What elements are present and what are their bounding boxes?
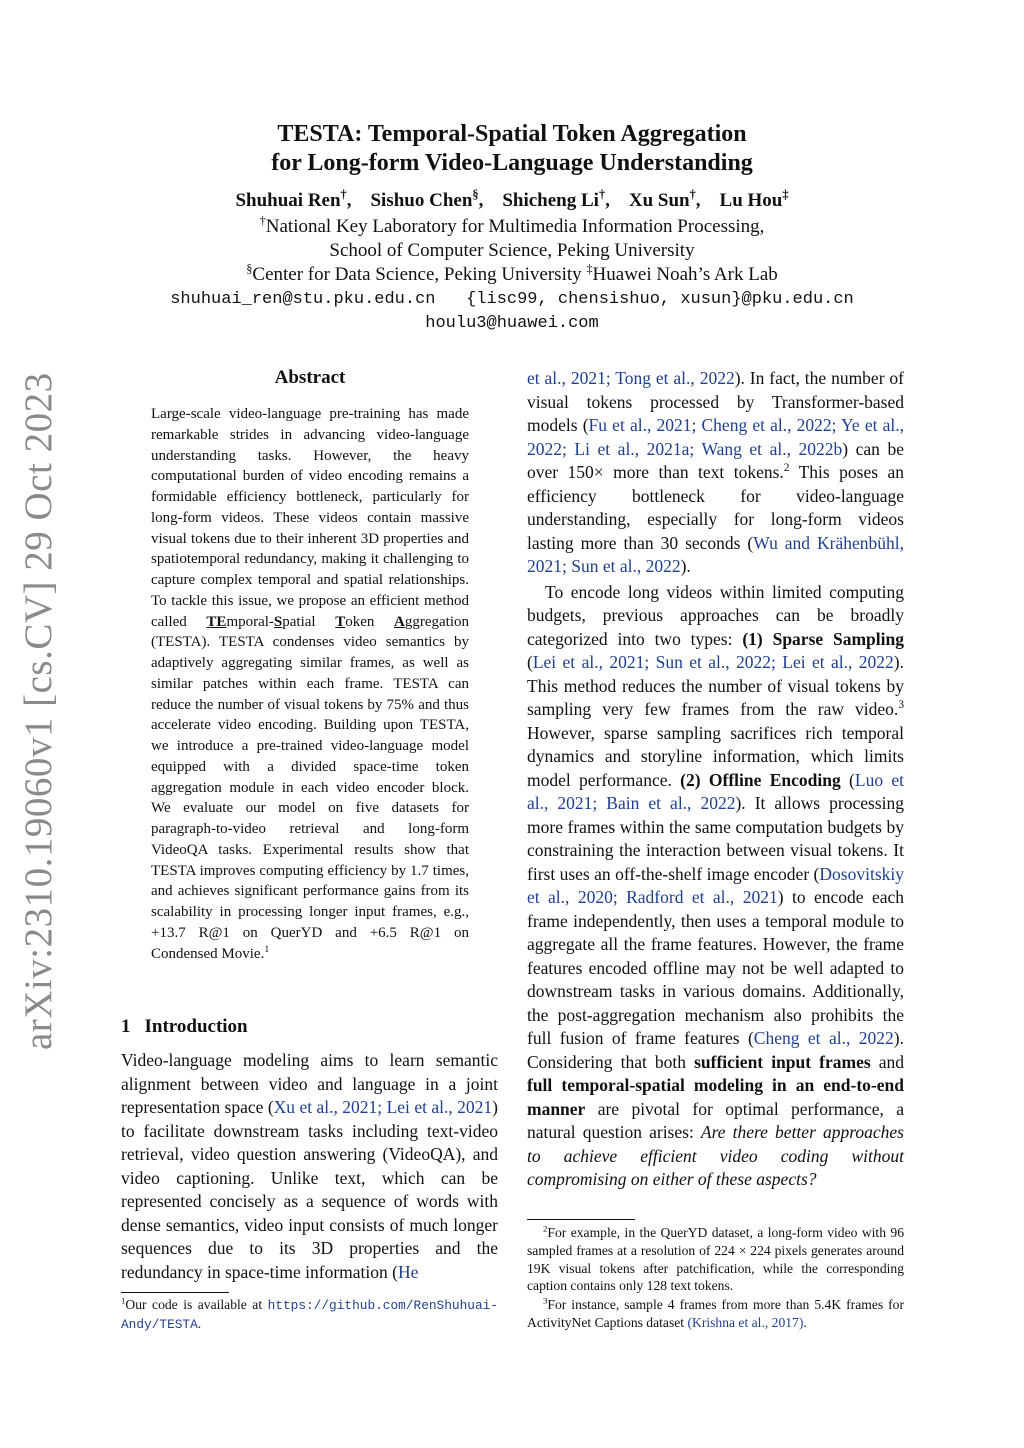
author-1: Shuhuai Ren†, [235,187,352,211]
introduction-paragraph: Video-language modeling aims to learn semantic alignment between video and language in a joint representation space (Xu et al., 2021; Lei et al., 2021) to facilitate downstream tasks including text-video retrieval, video question answering (VideoQA), and video captioning. Unlike text, which can be represented concisely as a sequence of words with dense semantics, video input consists of much longer sequences due to its 3D properties and the redundancy in space-time information (He [121,1050,498,1282]
author-2: Sishuo Chen§, [370,187,484,211]
footnote-rule-right [527,1219,635,1220]
section-heading: 1 Introduction [121,1016,248,1037]
footnote-1: $^1$Our code is available at https://github.com/RenShuhuai-Andy/TESTA. [121,1295,498,1332]
footnote-2: $^2$For example, in the QuerYD dataset, a long-form video with 96 sampled frames at a resolution of 224 × 224 pixels generates around 19K visual tokens after patchification, while the corresponding caption contains only 128 text tokens. [527,1223,904,1294]
paragraph-continued: et al., 2021; Tong et al., 2022). In fact, the number of visual tokens processed by Transformer-based models (Fu et al., 2021; Cheng et al., 2022; Ye et al., 2022; Li et al., 2021a; Wang et al., 2022b) can be over 150× more than text tokens.$^2$ This poses an efficiency bottleneck for video-language understanding, especially for long-form videos lasting more than 30 seconds (Wu and Krähenbühl, 2021; Sun et al., 2022). [527,368,905,576]
author-list [0,187,1024,212]
footnote-3: $^3$For instance, sample 4 frames from more than 5.4K frames for ActivityNet Captions dataset (Krishna et al., 2017). [527,1295,904,1330]
paragraph-approaches: To encode long videos within limited computing budgets, previous approaches can be broadly categorized into two types: (1) Sparse Sampling (Lei et al., 2021; Sun et al., 2022; Lei et al., 2022). This method reduces the number of visual tokens by sampling very few frames from the raw video.$^3$ However, sparse sampling sacrifices rich temporal dynamics and storyline information, which limits model performance. (2) Offline Encoding (Luo et al., 2021; Bain et al., 2022). It allows processing more frames within the same computation budgets by constraining the interaction between visual tokens. It first uses an off-the-shelf image encoder (Dosovitskiy et al., 2020; Radford et al., 2021) to encode each frame independently, then uses a temporal module to aggregate all the frame features. However, the frame features encoded offline may not be well adapted to downstream tasks in various domains. Additionally, the post-aggregation mechanism also prohibits the full fusion of frame features (Cheng et al., 2022). Considering that both sufficient input frames and full temporal-spatial modeling in an end-to-end manner are pivotal for optimal performance, a natural question arises: Are there better approaches to achieve efficient video coding without compromising on either of these aspects? [527,581,905,1189]
affiliation-line-2: School of Computer Science, Peking University [329,240,695,261]
email-line-2: houlu3@huawei.com [425,314,599,333]
title-line-2: for Long-form Video-Language Understanding [271,150,753,176]
code-link[interactable]: https://github.com/RenShuhuai-Andy/TESTA [121,1298,498,1332]
abstract-body: Large-scale video-language pre-training has made remarkable strides in advancing video-language understanding tasks. However, the heavy computational burden of video encoding remains a formidable efficiency bottleneck, particularly for long-form videos. These videos contain massive visual tokens due to their inherent 3D properties and spatiotemporal redundancy, making it challenging to capture complex temporal and spatial relationships. To tackle this issue, we propose an efficient method called TEmporal-Spatial Token Aggregation (TESTA). TESTA condenses video semantics by adaptively aggregating similar frames, as well as similar patches within each frame. TESTA can reduce the number of visual tokens by 75% and thus accelerate video encoding. Building upon TESTA, we introduce a pre-trained video-language model equipped with a divided space-time token aggregation module in each video encoder block. We evaluate our model on five datasets for paragraph-to-video retrieval and long-form VideoQA tasks. Experimental results show that TESTA improves computing efficiency by 1.7 times, and achieves significant performance gains from its scalability in processing longer input frames, e.g., +13.7 R@1 on QuerYD and +6.5 R@1 on Condensed Movie.$^1$ [151,406,469,962]
title-line-1: TESTA: Temporal-Spatial Token Aggregation [277,121,747,147]
author-3: Shicheng Li†, [502,187,610,211]
footnote-rule-left [121,1292,229,1293]
abstract-heading: Abstract [274,367,346,388]
affiliation-line-3: §Center for Data Science, Peking University ‡Huawei Noah’s Ark Lab [246,261,778,285]
email-line-1: shuhuai_ren@stu.pku.edu.cn {lisc99, chensishuo, xusun}@pku.edu.cn [170,290,854,309]
author-5: Lu Hou‡ [719,187,789,211]
paper-title [0,120,1024,178]
affiliation-line-1: †National Key Laboratory for Multimedia Information Processing, [259,213,765,237]
author-4: Xu Sun†, [628,187,701,211]
arxiv-stamp: arXiv:2310.19060v1 [cs.CV] 29 Oct 2023 [17,372,60,1050]
right-column-body [527,367,904,1192]
